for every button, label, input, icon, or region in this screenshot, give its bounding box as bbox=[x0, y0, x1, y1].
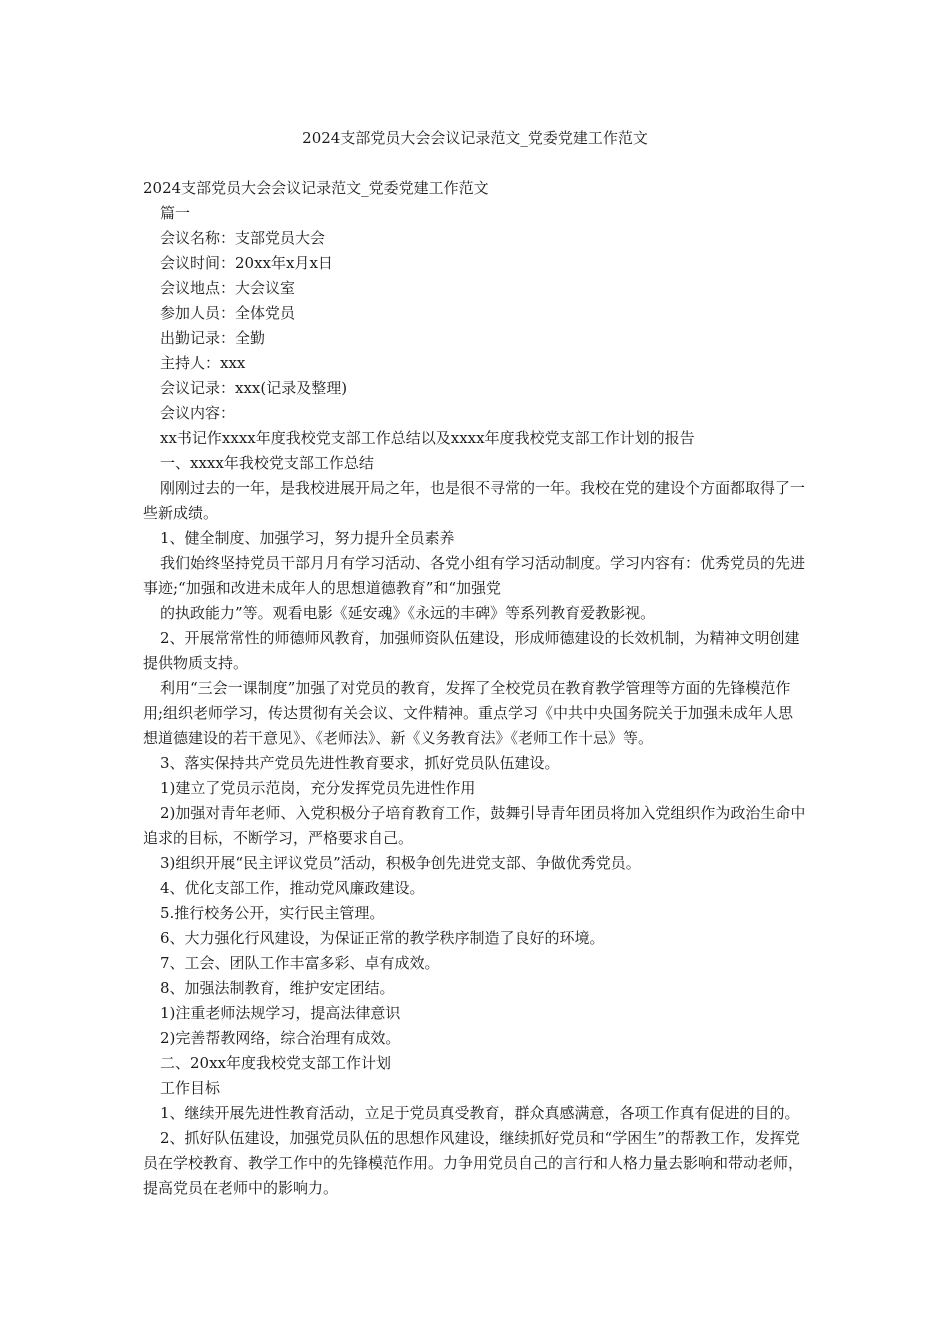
paragraph: 2)加强对青年老师、入党积极分子培育教育工作，鼓舞引导青年团员将加入党组织作为政治生命中追求的目标，不断学习，严格要求自己。 bbox=[143, 804, 806, 847]
paragraph: 1)建立了党员示范岗，充分发挥党员先进性作用 bbox=[160, 779, 476, 797]
paragraph: 2、开展常常性的师德师风教育，加强师资队伍建设，形成师德建设的长效机制，为精神文明创建提供物质支持。 bbox=[143, 629, 800, 672]
paragraph: 会议时间：20xx年x月x日 bbox=[160, 254, 333, 272]
paragraph: 6、大力强化行风建设，为保证正常的教学秩序制造了良好的环境。 bbox=[160, 929, 605, 947]
document-body bbox=[143, 176, 807, 1201]
paragraph: 二、20xx年度我校党支部工作计划 bbox=[160, 1054, 392, 1072]
paragraph: 5.推行校务公开，实行民主管理。 bbox=[160, 904, 385, 922]
paragraph: 刚刚过去的一年，是我校进展开局之年，也是很不寻常的一年。我校在党的建设个方面都取得了一些新成绩。 bbox=[143, 479, 806, 522]
paragraph: 1、健全制度、加强学习，努力提升全员素养 bbox=[160, 529, 455, 547]
paragraph: 会议名称：支部党员大会 bbox=[160, 229, 326, 247]
paragraph: 参加人员：全体党员 bbox=[160, 304, 296, 322]
paragraph: 4、优化支部工作，推动党风廉政建设。 bbox=[160, 879, 425, 897]
paragraph: 主持人：xxx bbox=[160, 354, 246, 372]
paragraph: 利用“三会一课制度”加强了对党员的教育，发挥了全校党员在教育教学管理等方面的先锋模范作用;组织老师学习，传达贯彻有关会议、文件精神。重点学习《中共中央国务院关于加强未成年人思想道德建设的若干意见》、《老师法》、新《义务教育法》《老师工作十忌》等。 bbox=[143, 679, 794, 747]
paragraph: 会议记录：xxx(记录及整理) bbox=[160, 379, 348, 397]
paragraph: 2024支部党员大会会议记录范文_党委党建工作范文 bbox=[143, 179, 489, 197]
paragraph: 3)组织开展“民主评议党员”活动，积极争创先进党支部、争做优秀党员。 bbox=[160, 854, 641, 872]
document-title: 2024支部党员大会会议记录范文_党委党建工作范文 bbox=[302, 129, 648, 147]
paragraph: 7、工会、团队工作丰富多彩、卓有成效。 bbox=[160, 954, 440, 972]
paragraph: 工作目标 bbox=[160, 1079, 221, 1097]
paragraph: 一、xxxx年我校党支部工作总结 bbox=[160, 454, 374, 472]
paragraph: 2)完善帮教网络，综合治理有成效。 bbox=[160, 1029, 401, 1047]
paragraph: 出勤记录：全勤 bbox=[160, 329, 266, 347]
paragraph: 8、加强法制教育，维护安定团结。 bbox=[160, 979, 395, 997]
paragraph: 的执政能力”等。观看电影《延安魂》《永远的丰碑》等系列教育爱教影视。 bbox=[160, 604, 656, 622]
paragraph: 会议内容： bbox=[160, 404, 236, 422]
paragraph: 我们始终坚持党员干部月月有学习活动、各党小组有学习活动制度。学习内容有：优秀党员的先进事迹;“加强和改进未成年人的思想道德教育”和“加强党 bbox=[143, 554, 806, 597]
paragraph: 2、抓好队伍建设，加强党员队伍的思想作风建设，继续抓好党员和“学困生”的帮教工作，发挥党员在学校教育、教学工作中的先锋模范作用。力争用党员自己的言行和人格力量去影响和带动老师，提高党员在老师中的影响力。 bbox=[143, 1129, 804, 1197]
paragraph: 会议地点：大会议室 bbox=[160, 279, 296, 297]
paragraph: 篇一 bbox=[160, 204, 191, 222]
paragraph: 1)注重老师法规学习，提高法律意识 bbox=[160, 1004, 401, 1022]
paragraph: 3、落实保持共产党员先进性教育要求，抓好党员队伍建设。 bbox=[160, 754, 560, 772]
paragraph: xx书记作xxxx年度我校党支部工作总结以及xxxx年度我校党支部工作计划的报告 bbox=[160, 429, 695, 447]
paragraph: 1、继续开展先进性教育活动，立足于党员真受教育，群众真感满意，各项工作真有促进的目的。 bbox=[160, 1104, 800, 1122]
